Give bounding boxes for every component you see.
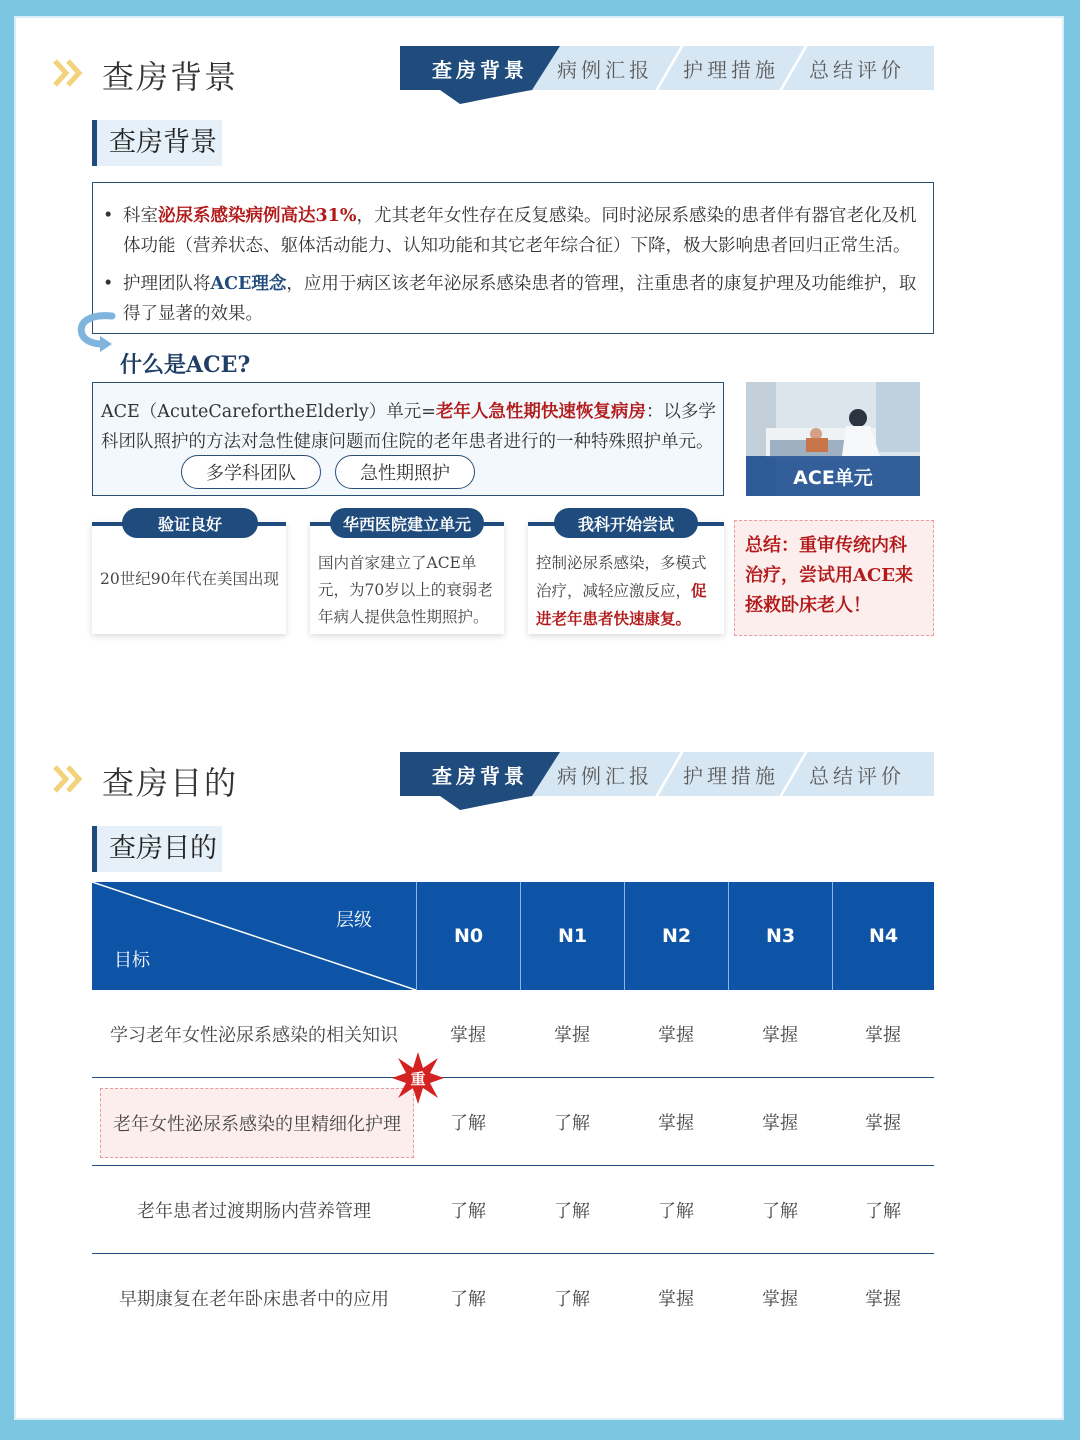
table-row <box>92 1254 934 1342</box>
ace-unit-photo <box>746 382 920 496</box>
table-row-highlighted <box>92 1070 934 1166</box>
header-diagonal <box>92 882 416 990</box>
tab-case-report[interactable]: 病例汇报 <box>557 763 653 788</box>
table-row <box>92 1166 934 1254</box>
subheading: 查房目的 <box>92 826 222 872</box>
tab-nursing-measures[interactable]: 护理措施 <box>683 57 779 82</box>
chevron-right-icon <box>52 764 86 794</box>
table-cell: 了解 <box>554 1289 590 1310</box>
pill-multidisciplinary-team: 多学科团队 <box>181 455 321 489</box>
header-col: N3 <box>728 882 832 990</box>
card-badge: 我科开始尝试 <box>554 508 698 538</box>
bullet-2: • 护理团队将ACE理念，应用于病区该老年泌尿系感染患者的管理，注重患者的康复护理及功能维护，取得了显著的效果。 <box>103 274 917 324</box>
tab-nursing-measures[interactable]: 护理措施 <box>683 763 779 788</box>
table-cell: 掌握 <box>554 1025 590 1046</box>
row-goal: 早期康复在老年卧床患者中的应用 <box>119 1289 389 1310</box>
ace-question: 什么是ACE? <box>120 352 251 378</box>
header-col: N1 <box>520 882 624 990</box>
tab-background[interactable]: 查房背景 <box>432 57 528 82</box>
summary-box: 总结：重审传统内科治疗，尝试用ACE来拯救卧床老人！ <box>734 520 934 636</box>
photo-label: ACE单元 <box>746 456 920 496</box>
table-cell: 掌握 <box>865 1113 901 1134</box>
card-text: 国内首家建立了ACE单元，为70岁以上的衰弱老年病人提供急性期照护。 <box>318 554 493 626</box>
table-row <box>92 990 934 1078</box>
header-level-label: 层级 <box>336 910 372 931</box>
table-cell: 掌握 <box>762 1289 798 1310</box>
table-cell: 掌握 <box>450 1025 486 1046</box>
table-cell: 了解 <box>450 1289 486 1310</box>
ace-definition-box <box>92 382 724 496</box>
section-title: 查房背景 <box>102 58 239 96</box>
header-col: N0 <box>416 882 520 990</box>
header-col: N4 <box>832 882 934 990</box>
intro-box <box>92 182 934 334</box>
section-header-purpose <box>16 752 1066 812</box>
card-text: 20世纪90年代在美国出现 <box>100 570 279 588</box>
card-text: 控制泌尿系感染，多模式治疗，减轻应激反应，促进老年患者快速康复。 <box>536 554 707 628</box>
bullet-1: • 科室泌尿系感染病例高达31%，尤其老年女性存在反复感染。同时泌尿系感染的患者伴有器官老化及机体功能（营养状态、躯体活动能力、认知功能和其它老年综合征）下降，极大影响患者回归正常生活。 <box>103 206 917 256</box>
row-goal: 学习老年女性泌尿系感染的相关知识 <box>110 1025 398 1046</box>
subheading: 查房背景 <box>92 120 222 166</box>
pill-acute-care: 急性期照护 <box>335 455 475 489</box>
tab-summary[interactable]: 总结评价 <box>809 763 905 788</box>
header-col: N2 <box>624 882 728 990</box>
table-cell: 了解 <box>450 1113 486 1134</box>
tab-summary[interactable]: 总结评价 <box>809 57 905 82</box>
tab-bar <box>400 46 934 104</box>
page <box>14 16 1064 1420</box>
table-cell: 掌握 <box>865 1289 901 1310</box>
table-header <box>92 882 934 990</box>
table-cell: 了解 <box>762 1201 798 1222</box>
table-cell: 掌握 <box>658 1113 694 1134</box>
table-cell: 掌握 <box>865 1025 901 1046</box>
table-cell: 了解 <box>658 1201 694 1222</box>
tab-bar <box>400 752 934 810</box>
starburst-label: 重 <box>410 1070 426 1088</box>
card-verified <box>92 514 286 634</box>
curve-arrow-icon <box>72 308 122 352</box>
section-header-background <box>16 46 1066 106</box>
row-goal: 老年患者过渡期肠内营养管理 <box>137 1201 371 1222</box>
header-goal-label: 目标 <box>114 950 150 971</box>
table-cell: 了解 <box>865 1201 901 1222</box>
table-cell: 掌握 <box>762 1025 798 1046</box>
tab-background[interactable]: 查房背景 <box>432 763 528 788</box>
card-badge: 验证良好 <box>122 508 258 538</box>
card-west-china <box>310 514 504 634</box>
table-cell: 了解 <box>554 1201 590 1222</box>
row-goal: 老年女性泌尿系感染的里精细化护理 <box>100 1088 414 1158</box>
table-cell: 掌握 <box>762 1113 798 1134</box>
table-cell: 了解 <box>554 1113 590 1134</box>
table-cell: 掌握 <box>658 1289 694 1310</box>
ace-definition: ACE（AcuteCarefortheElderly）单元=老年人急性期快速恢复病房：以多学科团队照护的方法对急性健康问题而住院的老年患者进行的一种特殊照护单元。 <box>101 402 716 452</box>
table-cell: 掌握 <box>658 1025 694 1046</box>
chevron-right-icon <box>52 58 86 88</box>
tab-case-report[interactable]: 病例汇报 <box>557 57 653 82</box>
section-title: 查房目的 <box>102 764 239 802</box>
table-cell: 了解 <box>450 1201 486 1222</box>
card-badge: 华西医院建立单元 <box>330 508 484 538</box>
card-our-dept <box>528 514 724 634</box>
